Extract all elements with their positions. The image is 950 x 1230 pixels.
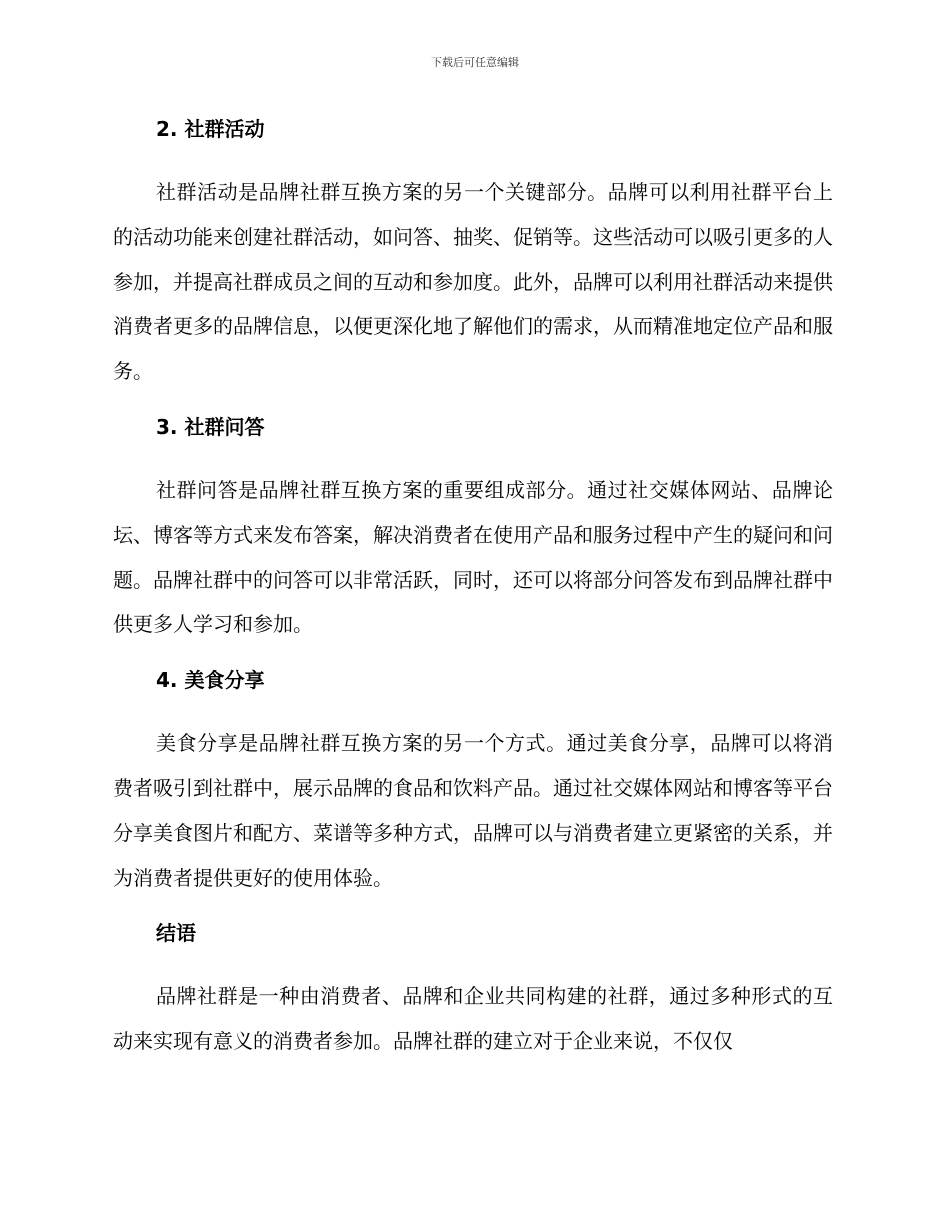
section-food-sharing	[113, 663, 833, 916]
section-heading: 4. 美食分享	[156, 668, 265, 693]
section-paragraph: 社群活动是品牌社群互换方案的另一个关键部分。品牌可以利用社群平台上的活动功能来创建社群活动，如问答、抽奖、促销等。这些活动可以吸引更多的人参加，并提高社群成员之间的互动和参加度。此外，品牌可以利用社群活动来提供消费者更多的品牌信息，以便更深化地了解他们的需求，从而精准地定位产品和服务。	[113, 180, 833, 384]
section-heading: 2. 社群活动	[156, 117, 265, 141]
section-heading: 结语	[156, 921, 196, 946]
section-community-qa	[113, 410, 833, 663]
page-header: 下载后可任意编辑	[431, 56, 519, 69]
section-paragraph: 社群问答是品牌社群互换方案的重要组成部分。通过社交媒体网站、品牌论坛、博客等方式来发布答案，解决消费者在使用产品和服务过程中产生的疑问和问题。品牌社群中的问答可以非常活跃，同时，还可以将部分问答发布到品牌社群中供更多人学习和参加。	[113, 477, 833, 637]
section-paragraph: 美食分享是品牌社群互换方案的另一个方式。通过美食分享，品牌可以将消费者吸引到社群中，展示品牌的食品和饮料产品。通过社交媒体网站和博客等平台分享美食图片和配方、菜谱等多种方式，品牌可以与消费者建立更紧密的关系，并为消费者提供更好的使用体验。	[113, 731, 833, 890]
section-community-activities	[113, 112, 833, 410]
section-heading: 3. 社群问答	[156, 414, 265, 439]
section-conclusion	[113, 916, 833, 1064]
document-body	[113, 112, 833, 1064]
section-paragraph: 品牌社群是一种由消费者、品牌和企业共同构建的社群，通过多种形式的互动来实现有意义的消费者参加。品牌社群的建立对于企业来说，不仅仅	[113, 984, 833, 1054]
